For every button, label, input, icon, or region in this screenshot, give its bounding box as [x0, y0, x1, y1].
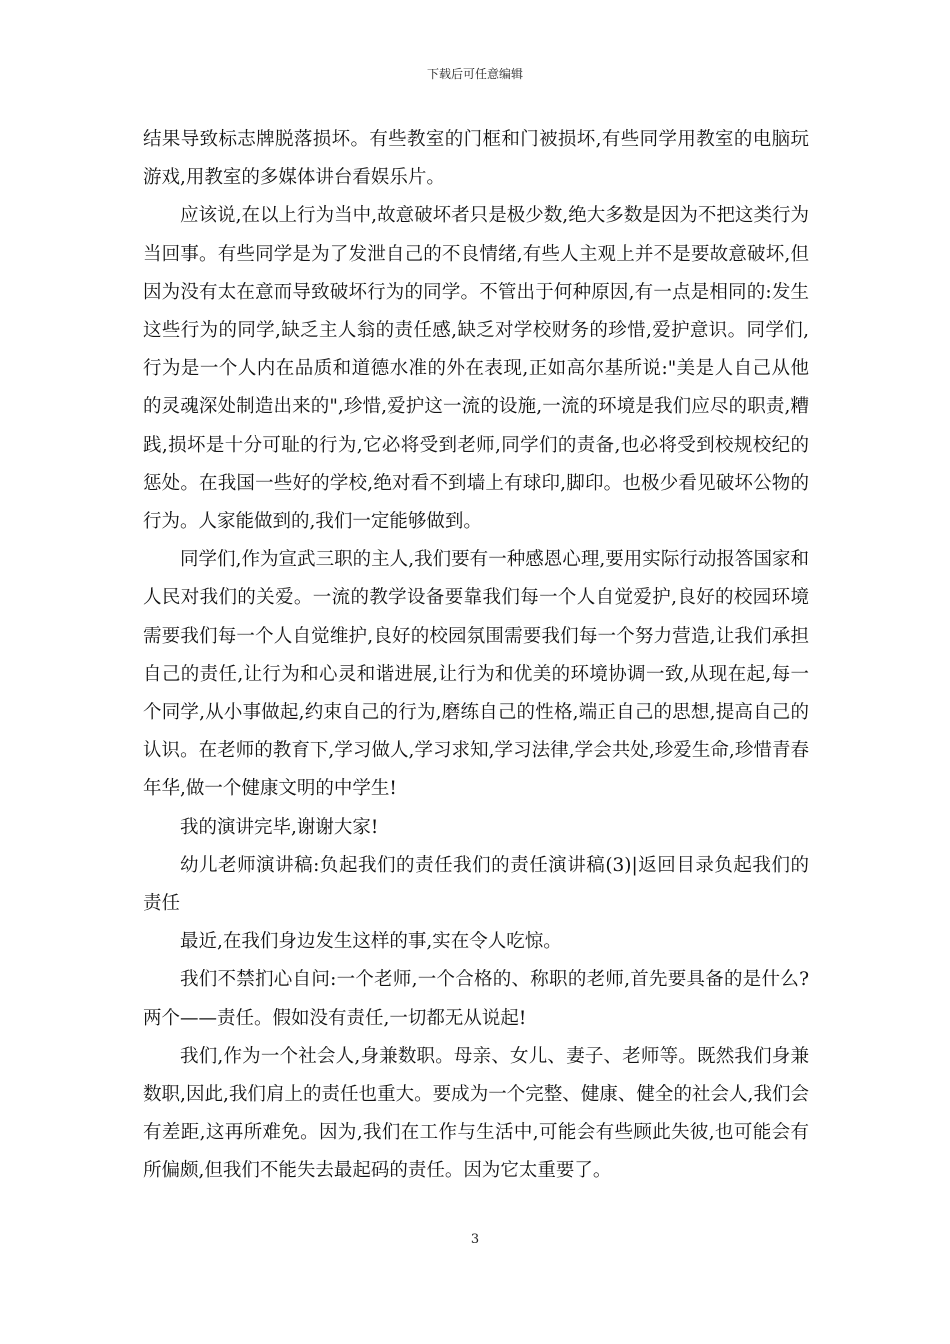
paragraph-1: 结果导致标志牌脱落损坏。有些教室的门框和门被损坏,有些同学用教室的电脑玩游戏,用教室的多媒体讲台看娱乐片。: [143, 129, 809, 189]
paragraph-8: 我们,作为一个社会人,身兼数职。母亲、女儿、妻子、老师等。既然我们身兼数职,因此,我们肩上的责任也重大。要成为一个完整、健康、健全的社会人,我们会有差距,这再所难免。因为,我们在工作与生活中,可能会有些顾此失彼,也可能会有所偏颇,但我们不能失去最起码的责任。因为它太重要了。: [143, 1045, 809, 1182]
paragraph-6: 最近,在我们身边发生这样的事,实在令人吃惊。: [180, 931, 562, 953]
document-body: [143, 121, 809, 1191]
paragraph-4: 我的演讲完毕,谢谢大家!: [180, 816, 379, 838]
paragraph-2: 应该说,在以上行为当中,故意破坏者只是极少数,绝大多数是因为不把这类行为当回事。有些同学是为了发泄自己的不良情绪,有些人主观上并不是要故意破坏,但因为没有太在意而导致破坏行为的同学。不管出于何种原因,有一点是相同的:发生这些行为的同学,缺乏主人翁的责任感,缺乏对学校财务的珍惜,爱护意识。同学们,行为是一个人内在品质和道德水准的外在表现,正如高尔基所说:"美是人自己从他的灵魂深处制造出来的",珍惜,爱护这一流的设施,一流的环境是我们应尽的职责,糟践,损坏是十分可耻的行为,它必将受到老师,同学们的责备,也必将受到校规校纪的惩处。在我国一些好的学校,绝对看不到墙上有球印,脚印。也极少看见破坏公物的行为。人家能做到的,我们一定能够做到。: [143, 205, 809, 533]
page-number: 3: [470, 1232, 480, 1247]
paragraph-7: 我们不禁扪心自问:一个老师,一个合格的、称职的老师,首先要具备的是什么?两个——责任。假如没有责任,一切都无从说起!: [143, 969, 809, 1029]
page-header: 下载后可任意编辑: [426, 67, 523, 81]
paragraph-5-section-title: 幼儿老师演讲稿:负起我们的责任我们的责任演讲稿(3)|返回目录负起我们的责任: [143, 854, 809, 915]
paragraph-3: 同学们,作为宣武三职的主人,我们要有一种感恩心理,要用实际行动报答国家和人民对我们的关爱。一流的教学设备要靠我们每一个人自觉爱护,良好的校园环境需要我们每一个人自觉维护,良好的校园氛围需要我们每一个努力营造,让我们承担自己的责任,让行为和心灵和谐进展,让行为和优美的环境协调一致,从现在起,每一个同学,从小事做起,约束自己的行为,磨练自己的性格,端正自己的思想,提高自己的认识。在老师的教育下,学习做人,学习求知,学习法律,学会共处,珍爱生命,珍惜青春年华,做一个健康文明的中学生!: [143, 549, 809, 800]
